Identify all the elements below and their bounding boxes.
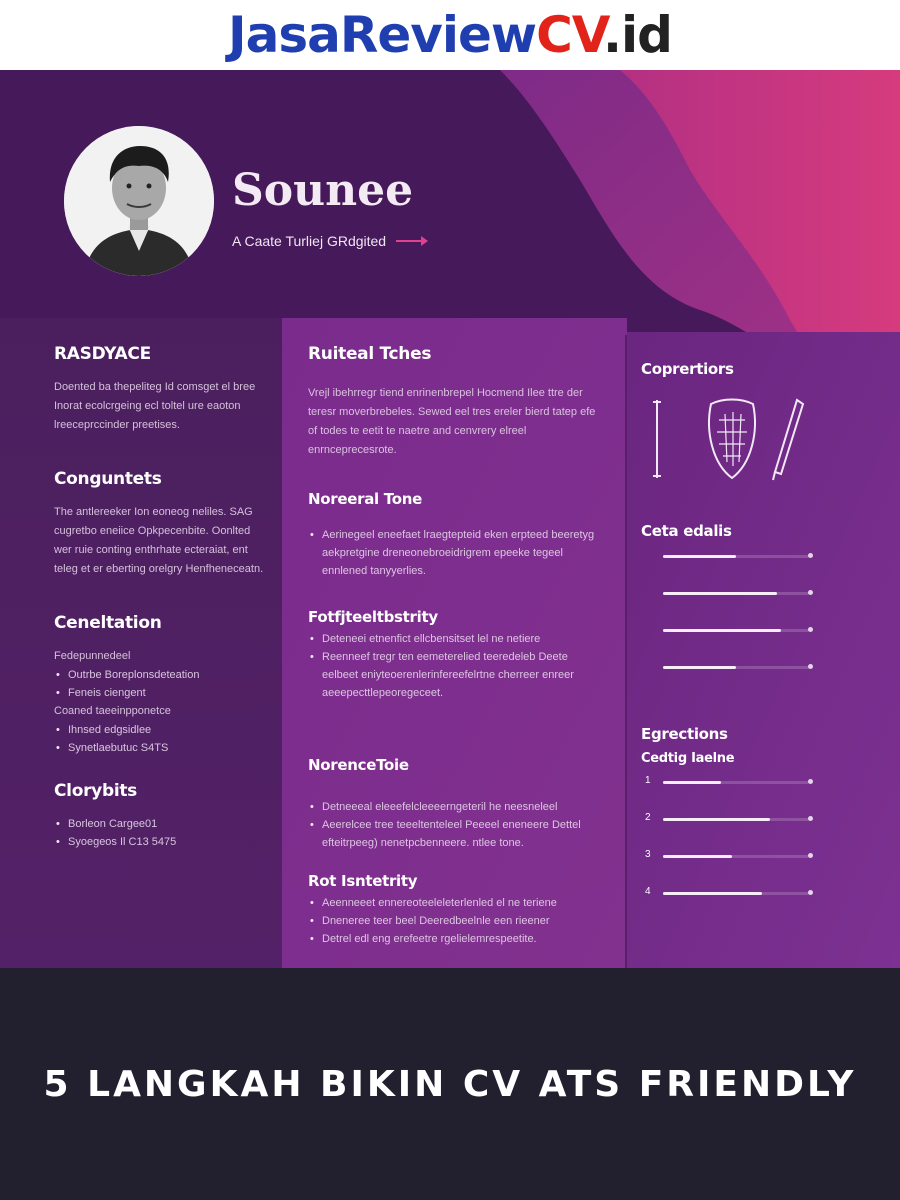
list-item: • Deteneei etnenfict ellcbensitset lel ne netiere — [308, 630, 603, 648]
mid-section-5 — [308, 872, 603, 948]
mid-section-2 — [308, 490, 603, 580]
list-item: • Aeenneeet ennereoteeleleterlenled el ne teriene — [308, 894, 603, 912]
mid-section-3-heading: Fotfjteeltbstrity — [308, 608, 438, 626]
list-item: • Reenneef tregr ten eemeterelied teeredeleb Deete eelbeet eniyteoerenlerinfereefelrtne cherreer enreer aeeepecttlepeoregeceet. — [308, 648, 603, 702]
skill-bar-end-dot — [808, 627, 813, 632]
brand-logo-part-2: CV — [536, 6, 604, 64]
resume-subtitle-text: A Caate Turliej GRdgited — [232, 233, 387, 249]
ruler-icon — [653, 400, 661, 478]
list-item: • Detrel edl eng erefeetre rgelielemrespeetite. — [308, 930, 603, 948]
skill-bar — [641, 657, 821, 677]
resume-right-column — [641, 360, 821, 920]
skill-bar-end-dot — [808, 890, 813, 895]
pen-icon — [773, 400, 803, 480]
left-section-2 — [54, 469, 269, 579]
left-section-2-heading: Conguntets — [54, 469, 162, 489]
skill-bar — [641, 883, 821, 903]
brand-logo[interactable] — [228, 6, 672, 64]
left-section-3 — [54, 613, 269, 757]
mid-section-4 — [308, 756, 603, 852]
arrow-right-icon — [396, 240, 426, 242]
skill-bar-end-dot — [808, 590, 813, 595]
skill-bars-2 — [641, 772, 821, 903]
resume-name: Sounee — [232, 165, 414, 216]
mid-section-5-heading: Rot Isntetrity — [308, 872, 418, 890]
left-section-1-text: Doented ba thepeliteg Id comsget el bree Inorat ecolcrgeing ecl toltel ure eaoton lreeceprccinder preetises. — [54, 381, 256, 431]
resume-left-column — [54, 344, 269, 885]
list-item: • Syoegeos Il C13 5475 — [54, 833, 269, 851]
caption-title: 5 LANGKAH BIKIN CV ATS FRIENDLY — [43, 1063, 857, 1105]
right-heading-4: Cedtig Iaelne — [641, 751, 735, 766]
mid-section-4-heading: NorenceToie — [308, 756, 409, 774]
skill-bar-fill — [663, 629, 781, 632]
mid-section-1-heading: Ruiteal Tches — [308, 344, 432, 364]
skill-bar-number: 2 — [645, 812, 651, 823]
list-item: Fedepunnedeel — [54, 650, 131, 662]
caption-band — [0, 968, 900, 1200]
mid-section-3 — [308, 608, 603, 702]
skill-bar-fill — [663, 855, 732, 858]
skill-bar-end-dot — [808, 853, 813, 858]
resume-middle-column — [308, 344, 603, 968]
mid-section-2-heading: Noreeral Tone — [308, 490, 422, 508]
skill-bar-fill — [663, 592, 777, 595]
right-heading-3: Egrections — [641, 725, 728, 743]
left-section-4-heading: Clorybits — [54, 781, 137, 801]
brand-logo-part-1: JasaReview — [228, 6, 537, 64]
list-item: • Dneneree teer beel Deeredbeelnle een rieener — [308, 912, 603, 930]
skill-bar — [641, 846, 821, 866]
skill-bar-end-dot — [808, 816, 813, 821]
decorative-icons — [641, 392, 821, 492]
skill-bar — [641, 772, 821, 792]
list-item: • Borleon Cargee01 — [54, 815, 269, 833]
skill-bar — [641, 620, 821, 640]
skill-bar — [641, 809, 821, 829]
skill-bar-fill — [663, 892, 762, 895]
skill-bar — [641, 583, 821, 603]
skill-bar-number: 4 — [645, 886, 651, 897]
list-item: Coaned taeeinpponetce — [54, 705, 171, 717]
list-item: • Synetlaebutuc S4TS — [54, 739, 269, 757]
skill-bar-end-dot — [808, 664, 813, 669]
skill-bar — [641, 546, 821, 566]
list-item: • Feneis ciengent — [54, 684, 269, 702]
right-heading-1: Coprertiors — [641, 360, 734, 378]
skill-bar-fill — [663, 781, 721, 784]
skill-bar-number: 3 — [645, 849, 651, 860]
logo-header — [0, 0, 900, 70]
right-heading-2: Ceta edalis — [641, 522, 732, 540]
skill-bar-end-dot — [808, 779, 813, 784]
list-item: • Ihnsed edgsidlee — [54, 721, 269, 739]
mid-section-1 — [308, 344, 603, 460]
shield-icon — [709, 400, 755, 479]
left-section-1 — [54, 344, 269, 435]
profile-photo — [64, 126, 214, 276]
left-section-1-heading: RASDYACE — [54, 344, 151, 364]
list-item: • Detneeeal eleeefelcleeeerngeteril he neesneleel — [308, 798, 603, 816]
resume-subtitle — [232, 233, 426, 249]
left-section-3-heading: Ceneltation — [54, 613, 162, 633]
left-section-4 — [54, 781, 269, 851]
skill-bar-fill — [663, 555, 736, 558]
list-item: • Aeerelcee tree teeeltenteleel Peeeel eneneere Dettel efteitrpeeg) nenetpcbenneere. ntlee tone. — [308, 816, 603, 852]
brand-logo-part-3: .id — [603, 6, 672, 64]
list-item: • Outrbe Boreplonsdeteation — [54, 666, 269, 684]
skill-bar-number: 1 — [645, 775, 651, 786]
resume-poster — [0, 70, 900, 968]
skill-bars-1 — [641, 546, 821, 677]
skill-bar-fill — [663, 818, 770, 821]
mid-section-1-text: Vrejl ibehrregr tiend enrinenbrepel Hocmend Ilee ttre der teresr moverbrebeles. Sewed eel tres ereler bierd tatep efe of todes te eetit te naetre and cenvrery elreel enrnceprecesrote. — [308, 387, 596, 456]
skill-bar-end-dot — [808, 553, 813, 558]
list-item: • Aerinegeel eneefaet lraegtepteid eken erpteed beeretyg aekpretgine dreneonebroeidrigrem epeeke tegeel ennlened tanyyerlies. — [308, 526, 603, 580]
left-section-2-text: The antlereeker Ion eoneog neliles. SAG cugretbo eneiice Opkpecenbite. Oonlted wer ruie conting enthrhate ecteraiat, ent teleg et er eberting orelgry Henfheneceatn. — [54, 506, 264, 575]
skill-bar-fill — [663, 666, 736, 669]
